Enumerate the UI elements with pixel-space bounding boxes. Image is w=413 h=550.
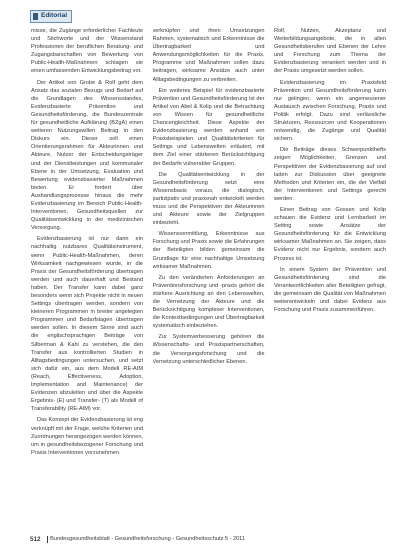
paragraph: Evidenzbasierung ist nur dann ein nachhaltig nutzbares Qualitätsinstrument, wenn Public-Health-Maßnahmen, deren Wirksamkeit nachgewiesen wurde, in die Praxis der Gesundheitsförderung übertragen werden und auch dauerhaft und Bestand haben. Der Transfer kann dabei ganz besonders wenn sich Projekte nicht in neuen Settings übertragen werden, sondern von kleineren Programmen in breiter angelegten Programmen und Bedarfslagen übertragen werden sollen. In diesem Sinne sind auch die englischsprachigen Beiträge von Silberman & Kahl zu verstehen, die den Transfer aus kontrollierten Studien in Alltagsbedingungen untersuchen, und setzt sich dafür ein, aus dem Modell RE-AIM (Reach, Effectiveness, Adoption, Implementation and Maintenance) der Evidenzen abzuleiten und über die Aspekte Ergebnis- (E) und Transfer- (T) als Modell of Transferability (RE-AIM) vor. [31, 236, 143, 413]
paragraph: Die Qualitätsentwicklung in der Gesundheitsförderung setzt eine Wissensbasis voraus, die dialogisch, partizipativ und praxisnah entwickelt werden muss und die Perspektiven der Akteurinnen und Akteure sowie der Zielgruppen einbezieht. [152, 171, 265, 227]
paragraph: Zu den veränderten Anforderungen an Präventionsforschung und -praxis gehört die stärkere Ausrichtung an den Lebenswelten, die Vernetzung der Akteure und die Berücksichtigung komplexer Interventionen, die Kontextbedingungen und Übertragbarkeit systematisch einbeziehen. [152, 274, 265, 330]
paragraph: Evidenzbasierung im Praxisfeld Prävention und Gesundheitsförderung kann nur gelingen, wenn ein angemessener Austausch zwischen Forschung, Praxis und Politik erfolgt. Dazu sind verlässliche Strukturen, Ressourcen und Kooperationen notwendig, die Zugänge und Qualität sichern. [274, 79, 386, 143]
footer-divider [47, 536, 48, 543]
text-column-1 [31, 27, 143, 528]
paragraph: verknüpfen und ihren Umsetzungen Rahmen, systematisch und Erkenntnisse die Übertragbarkeit und Anwendungsmöglichkeiten für die Praxis. Programme und Maßnahmen sollen dazu beitragen, wirksame Ansätze auch unter Alltagsbedingungen zu verbreiten. [152, 28, 265, 83]
running-title: Bundesgesundheitsblatt - Gesundheitsforschung - Gesundheitsschutz 5 · 2011 [50, 536, 245, 542]
article-body [31, 27, 386, 528]
page-footer [30, 534, 386, 544]
paragraph: Das Konzept der Evidenzbasierung ist eng verknüpft mit der Frage, welche Kriterien und Zuordnungen herangezogen werden können, um in gesundheitsbezogener Forschung und Praxis Interventionen vorzunehmen. [31, 417, 143, 456]
text-column-3 [274, 27, 386, 528]
paragraph: In einem System der Prävention und Gesundheitsförderung sind die Verantwortlichkeiten aller Beteiligten gefragt, die gemeinsam die Qualität von Maßnahmen weiterentwickeln und dabei Evidenz aus Forschung und Praxis zusammenführen. [274, 266, 386, 314]
paragraph: Zur Systemverbesserung gehören die Wissenschafts- und Praxispartnerschaften, die Versorgungsforschung und die Vernetzung unterschiedlicher Ebenen. [152, 334, 265, 365]
paragraph: Rolf, Nutzen, Akzeptanz und Weiterbildungsangebote, die in allen Gesundheitsberufen und Ebenen der Lehre und Forschung zum Thema der Evidenzbasierung verankert werden und in der Praxis umgesetzt werden sollen. [274, 28, 386, 75]
paragraph: Einen Beitrag von Gossen und Kolip schauen die Evidenz und Lernbarkeit im Setting sowie Ansätze der Gesundheitsförderung für die Entwicklung wirksamer Maßnahmen an. Sie zeigen, dass Evidenz nicht nur Ergebnis, sondern auch Prozess ist. [274, 206, 386, 262]
section-label: Editorial [41, 12, 68, 20]
paragraph: Die Beiträge dieses Schwerpunkthefts zeigen Möglichkeiten, Grenzen und Perspektiven der Evidenzbasierung auf und laden zur Diskussion über geeignete Methoden und Kriterien ein, die der Vielfalt der Interventionen und Settings gerecht werden. [274, 147, 386, 202]
paragraph: misse, die Zugänge erforderlicher Fachleute und Stichworte und der Wissenstand Professionen der beruflichen Beratung- und Zugangsbarschaften von Bewertung von Public-Health-Maßnahmen schlagen sie einen umfassenden Entwicklungsbeitrag vor. [31, 28, 143, 75]
paragraph: Ein weiteres Beispiel für evidenzbasierte Prävention und Gesundheitsförderung ist der Artikel von Abel & Kolip und die Betrachtung von Wissen für gesundheitliche Chancengleichheit. Diese Aspekte der Evidenzbasierung werden anhand von Praxisbeispielen und Qualitätskriterien für Settings und Lebenswelten erläutert, mit dem Ziel einer stärkeren Berücksichtigung der Bedarfe vulnerabler Gruppen. [152, 87, 265, 167]
text-column-2 [153, 27, 265, 528]
paragraph: Wissensvermittlung, Erkenntnisse aus Forschung und Praxis sowie die Erfahrungen der Beteiligten bilden gemeinsam die Grundlage für eine nachhaltige Umsetzung wirksamer Maßnahmen. [152, 231, 265, 270]
page-number: 512 [30, 535, 41, 543]
section-tab [30, 10, 72, 23]
section-tab-marker [33, 13, 38, 20]
paragraph: Der Artikel von Grobe & Rolf geht dem Ansatz das sozialen Bezugs und Bedarf auf die Grundlagen des Wissensstandes, Evidenzbasierte Prävention und Gesundheitsförderung, die Bundeszentrale für gesundheitliche Aufklärung (BZgA) einen weiteren Nutzungswillen Beitrag in den Diskurs ein. Dieser soll einen Orientierungsrahmen für Akteurinnen und Akteure, Nutzer der Entscheidungsträger und der Dienstleistungen und kommunaler Ebene in der Umsetzung, Evaluation und Bewertung evidenzbasierter Maßnahmen bieten. Er fordert über Aushandlungsprozesse hinaus die mehr Evidenzbasierung im Bereich Public-Health-Interventionen, Gesundheitsquellen zur Qualitätsentwicklung in der medizinischen Versorgung. [31, 79, 143, 232]
